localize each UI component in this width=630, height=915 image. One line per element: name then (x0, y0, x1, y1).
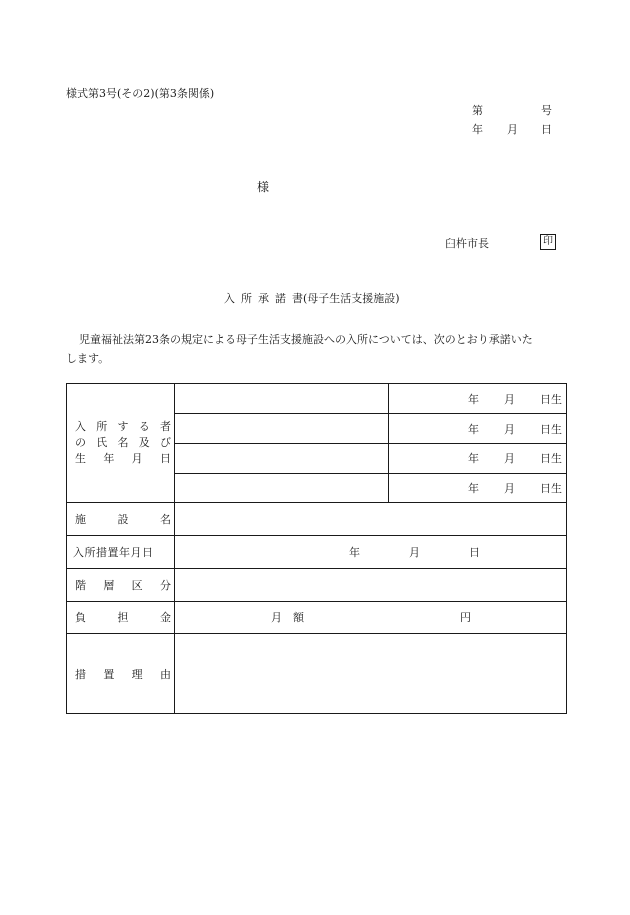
label-char: び (160, 436, 171, 449)
row-divider (67, 535, 566, 536)
issue-date-year: 年 (472, 123, 483, 136)
label-char: 名 (117, 436, 129, 449)
title-part: 承 (258, 292, 269, 305)
birth-month: 月 (504, 393, 515, 406)
row-divider (175, 473, 566, 474)
birth-year: 年 (468, 423, 479, 436)
form-code: 様式第3号(その2)(第3条関係) (66, 87, 215, 100)
row-divider (67, 502, 566, 503)
birth-year: 年 (468, 452, 479, 465)
birth-year: 年 (468, 482, 479, 495)
label-char: 分 (159, 579, 171, 592)
label-char: 所 (96, 420, 108, 433)
label-char: の (75, 436, 86, 449)
birth-month: 月 (504, 452, 515, 465)
label-char: 金 (160, 611, 171, 624)
birth-year: 年 (468, 393, 479, 406)
label-char: 置 (103, 668, 115, 681)
label-char: 年 (103, 452, 115, 465)
admission-date-label: 入所措置年月日 (73, 546, 154, 559)
admission-day: 日 (469, 546, 480, 559)
birth-month: 月 (504, 482, 515, 495)
birth-day: 日生 (540, 423, 562, 436)
label-char: 由 (159, 668, 171, 681)
label-char: 者 (160, 420, 171, 433)
label-char: 名 (160, 513, 171, 526)
document-title (224, 293, 400, 304)
reason-label (75, 669, 171, 680)
label-char: 設 (117, 513, 129, 526)
row-divider (67, 633, 566, 634)
tier-label (75, 580, 171, 591)
label-char: 層 (103, 579, 115, 592)
label-char: す (117, 420, 129, 433)
addressee-honorific: 様 (257, 180, 270, 194)
burden-label (75, 612, 171, 623)
label-column-divider (174, 384, 175, 713)
label-char: 区 (131, 579, 143, 592)
label-char: 生 (75, 452, 86, 465)
label-char: 月 (131, 452, 143, 465)
doc-number-suffix: 号 (541, 104, 552, 117)
body-line-1: 児童福祉法第23条の規定による母子生活支援施設への入所については、次のとおり承諾いた (79, 333, 533, 346)
row-divider (67, 601, 566, 602)
birth-day: 日生 (540, 452, 562, 465)
admission-month: 月 (409, 546, 420, 559)
title-part: 諾 (275, 292, 286, 305)
label-char: 及 (138, 436, 150, 449)
doc-number-prefix: 第 (472, 104, 483, 117)
label-char: 措 (75, 668, 86, 681)
label-char: 施 (75, 513, 86, 526)
admission-year: 年 (349, 546, 360, 559)
row-divider (175, 443, 566, 444)
burden-monthly: 月 (271, 611, 282, 624)
issue-date-month: 月 (507, 123, 518, 136)
label-char: 理 (131, 668, 143, 681)
seal-mark: 印 (540, 234, 556, 250)
row-divider (175, 413, 566, 414)
title-part: 書(母子生活支援施設) (292, 292, 400, 305)
label-char: 入 (75, 420, 86, 433)
title-part: 所 (241, 292, 252, 305)
title-part: 入 (224, 292, 235, 305)
label-char: 担 (117, 611, 129, 624)
birth-day: 日生 (540, 482, 562, 495)
consent-table (66, 383, 567, 714)
row-divider (67, 568, 566, 569)
label-char: 階 (75, 579, 86, 592)
birth-month: 月 (504, 423, 515, 436)
issue-date-day: 日 (541, 123, 552, 136)
facility-label (75, 514, 171, 525)
label-char: 負 (75, 611, 86, 624)
label-char: 氏 (96, 436, 108, 449)
body-line-2: します。 (66, 352, 110, 365)
burden-yen: 円 (460, 611, 471, 624)
burden-amount: 額 (293, 611, 304, 624)
label-char: 日 (159, 452, 171, 465)
body-paragraph (66, 330, 566, 368)
birth-day: 日生 (540, 393, 562, 406)
person-label (75, 421, 171, 464)
label-char: る (138, 420, 150, 433)
issuer-name: 臼杵市長 (445, 237, 489, 250)
